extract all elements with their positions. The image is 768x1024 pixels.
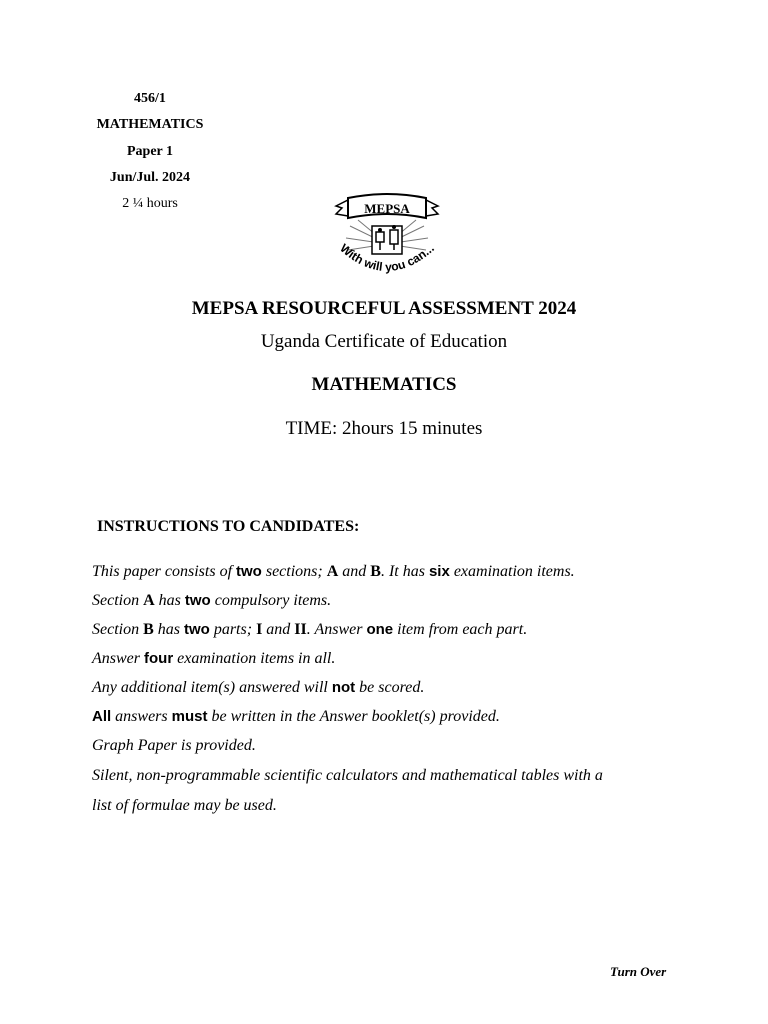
mepsa-logo: [328, 192, 446, 288]
certificate-subtitle: Uganda Certificate of Education: [260, 331, 508, 352]
logo-motto: With will you can...: [337, 240, 437, 275]
instruction-line-5: Any additional item(s) answered will not be scored.: [92, 679, 425, 696]
assessment-title: MEPSA RESOURCEFUL ASSESSMENT 2024: [191, 298, 577, 319]
instruction-line-1: This paper consists of two sections; A and B. It has six examination items.: [92, 563, 575, 580]
time-allowed: TIME: 2hours 15 minutes: [285, 418, 483, 439]
instruction-line-7: Graph Paper is provided.: [92, 737, 256, 754]
paper-code: 456/1: [134, 91, 166, 106]
instruction-line-3: Section B has two parts; I and II. Answer one item from each part.: [92, 621, 528, 638]
instructions-heading: INSTRUCTIONS TO CANDIDATES:: [97, 518, 360, 535]
turn-over-note: Turn Over: [610, 964, 667, 979]
instruction-line-9: list of formulae may be used.: [92, 797, 277, 814]
instruction-line-2: Section A has two compulsory items.: [92, 592, 332, 609]
exam-duration: 2 ¼ hours: [122, 196, 178, 211]
paper-number: Paper 1: [126, 144, 173, 159]
instruction-line-8: Silent, non-programmable scientific calculators and mathematical tables with a: [92, 767, 603, 784]
instruction-line-4: Answer four examination items in all.: [92, 650, 336, 667]
exam-date: Jun/Jul. 2024: [109, 170, 191, 185]
instruction-line-6: All answers must be written in the Answer booklet(s) provided.: [92, 708, 500, 725]
subject-heading: MATHEMATICS: [311, 374, 457, 395]
logo-banner-text: MEPSA: [364, 201, 410, 216]
header-subject: MATHEMATICS: [96, 117, 204, 132]
